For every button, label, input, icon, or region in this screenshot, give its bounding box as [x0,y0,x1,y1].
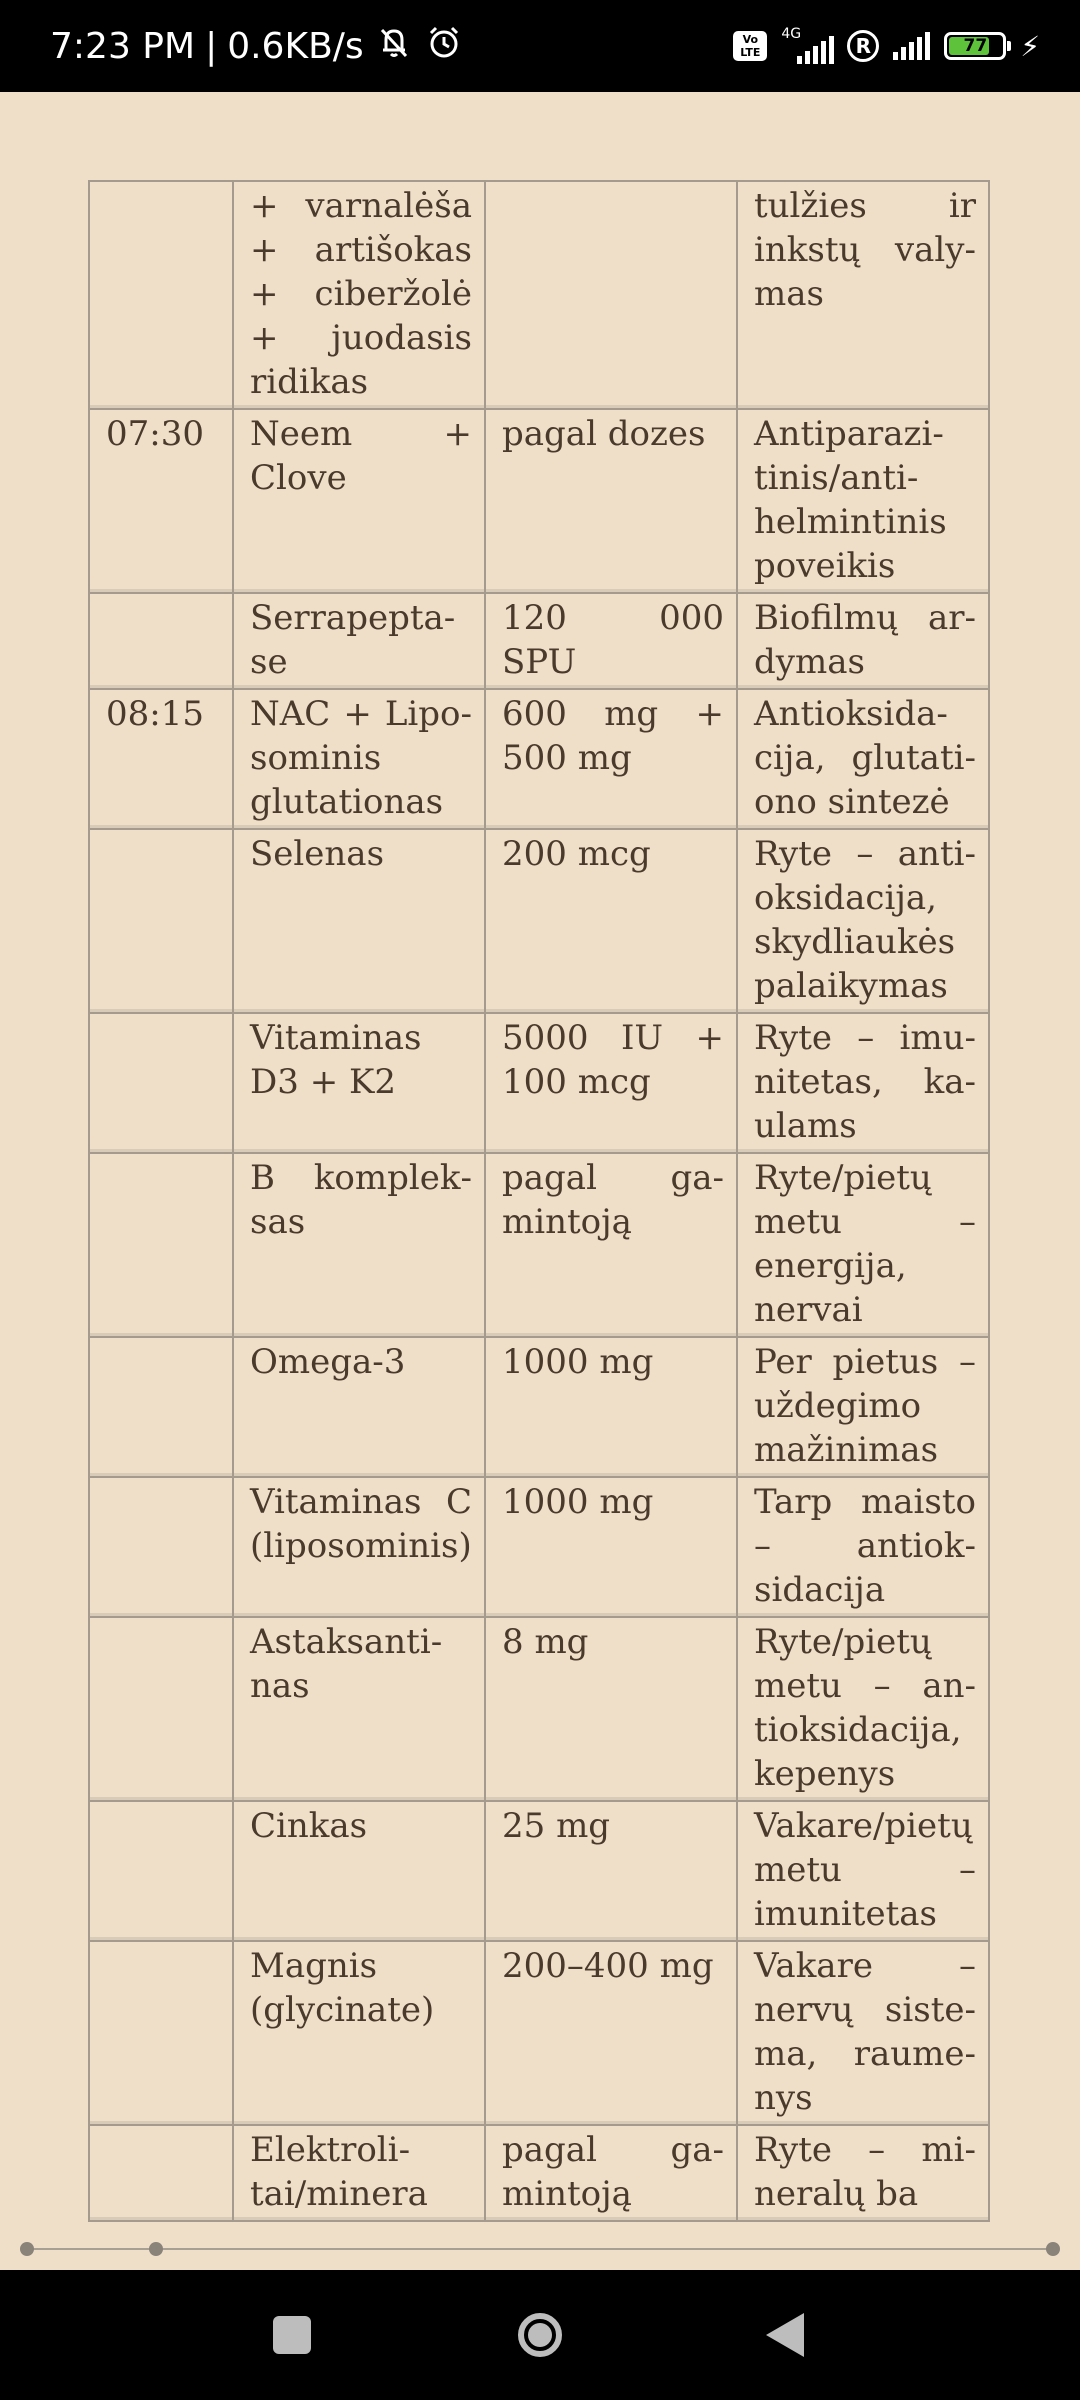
reader-page[interactable] [0,92,1080,2214]
time-cell [90,1942,234,2126]
back-button[interactable] [750,2300,820,2370]
supplement-name-cell: Astaksantinas [234,1618,486,1802]
time-cell [90,594,234,690]
table-row [90,594,990,690]
note-cell: Antiparazitinis/antihelmintinis poveikis [738,410,990,594]
table-row [90,1338,990,1478]
table-row [90,1618,990,1802]
supplement-name-cell: Elektrolitai/minera [234,2126,486,2222]
time-cell [90,182,234,410]
dose-cell: 200–400 mg [486,1942,738,2126]
note-cell: Biofilmų ardymas [738,594,990,690]
dose-cell: pagal gamintoją [486,1154,738,1338]
progress-start-dot [20,2242,34,2256]
table-row [90,690,990,830]
reader-progress-slider[interactable] [0,2226,1080,2272]
dose-cell: 1000 mg [486,1338,738,1478]
note-cell: Ryte/pietų metu – energija, nervai [738,1154,990,1338]
bell-off-icon [374,22,414,71]
supplement-name-cell: Omega-3 [234,1338,486,1478]
time-cell [90,1618,234,1802]
dose-cell: 25 mg [486,1802,738,1942]
progress-end-dot [1046,2242,1060,2256]
circle-home-icon [518,2313,562,2357]
alarm-icon [424,22,464,71]
table-row [90,830,990,1014]
status-left [50,0,464,92]
time-cell [90,1802,234,1942]
supplement-name-cell: Selenas [234,830,486,1014]
progress-track[interactable] [26,2248,1054,2250]
home-button[interactable] [505,2300,575,2370]
volte-label-bottom: LTE [740,46,761,59]
time-cell: 08:15 [90,690,234,830]
dose-cell: 8 mg [486,1618,738,1802]
table-row [90,2126,990,2222]
table-row [90,410,990,594]
roaming-icon [847,30,879,62]
time-cell: 07:30 [90,410,234,594]
dose-cell: 1000 mg [486,1478,738,1618]
note-cell: Tarp maisto – antioksidacija [738,1478,990,1618]
bolt-icon: ⚡ [1020,29,1040,63]
supplement-name-cell: Neem + Clove [234,410,486,594]
note-cell: Ryte – imunitetas, kaulams [738,1014,990,1154]
dose-cell: 200 mcg [486,830,738,1014]
network-speed: 0.6KB/s [227,25,364,67]
volte-label-top: Vo [742,33,759,46]
note-cell: Ryte/pietų metu – antioksidacija, kepenys [738,1618,990,1802]
status-bar [0,0,1080,92]
table-row [90,182,990,410]
table-row [90,1478,990,1618]
time-cell [90,1154,234,1338]
note-cell: Vakare – nervų sistema, raumenys [738,1942,990,2126]
table-row [90,1942,990,2126]
time-cell [90,830,234,1014]
dose-cell: 5000 IU + 100 mcg [486,1014,738,1154]
time-cell [90,2126,234,2222]
supplement-name-cell: + varnalėša + artišokas + ciberžolė + juodasis ridikas [234,182,486,410]
volte-icon [733,31,767,61]
note-cell: Per pietus – uždegimo mažinimas [738,1338,990,1478]
table-row [90,1014,990,1154]
note-cell: Ryte – mineralų ba [738,2126,990,2222]
supplement-table [88,180,990,2222]
network-type: 4G [781,26,802,42]
table-row [90,1802,990,1942]
roaming-label: R [855,34,872,58]
status-right [733,0,1040,92]
supplement-name-cell: Vitaminas C (liposominis) [234,1478,486,1618]
square-recents-icon [273,2316,311,2354]
supplement-name-cell: Serrapeptase [234,594,486,690]
signal-icon [893,32,930,60]
recents-button[interactable] [257,2300,327,2370]
progress-thumb[interactable] [149,2242,163,2256]
time-cell [90,1014,234,1154]
clock: 7:23 PM [50,25,196,67]
battery-level: 77 [963,36,988,56]
battery-icon [944,32,1006,60]
note-cell: Ryte – antioksidacija, skydliaukės palaikymas [738,830,990,1014]
triangle-back-icon [766,2313,804,2357]
supplement-name-cell: Vitaminas D3 + K2 [234,1014,486,1154]
navigation-bar [0,2270,1080,2400]
dose-cell: 600 mg + 500 mg [486,690,738,830]
supplement-name-cell: B kompleksas [234,1154,486,1338]
signal-4g-icon [781,26,833,66]
dose-cell [486,182,738,410]
dose-cell: pagal dozes [486,410,738,594]
supplement-name-cell: Cinkas [234,1802,486,1942]
note-cell: Antioksidacija, glutationo sintezė [738,690,990,830]
time-cell [90,1338,234,1478]
supplement-name-cell: NAC + Liposominis glutationas [234,690,486,830]
status-separator: | [205,25,218,67]
dose-cell: pagal gamintoją [486,2126,738,2222]
note-cell: Vakare/pietų metu – imunitetas [738,1802,990,1942]
time-cell [90,1478,234,1618]
note-cell: tulžies ir inkstų valymas [738,182,990,410]
dose-cell: 120 000 SPU [486,594,738,690]
supplement-name-cell: Magnis (glycinate) [234,1942,486,2126]
table-row [90,1154,990,1338]
